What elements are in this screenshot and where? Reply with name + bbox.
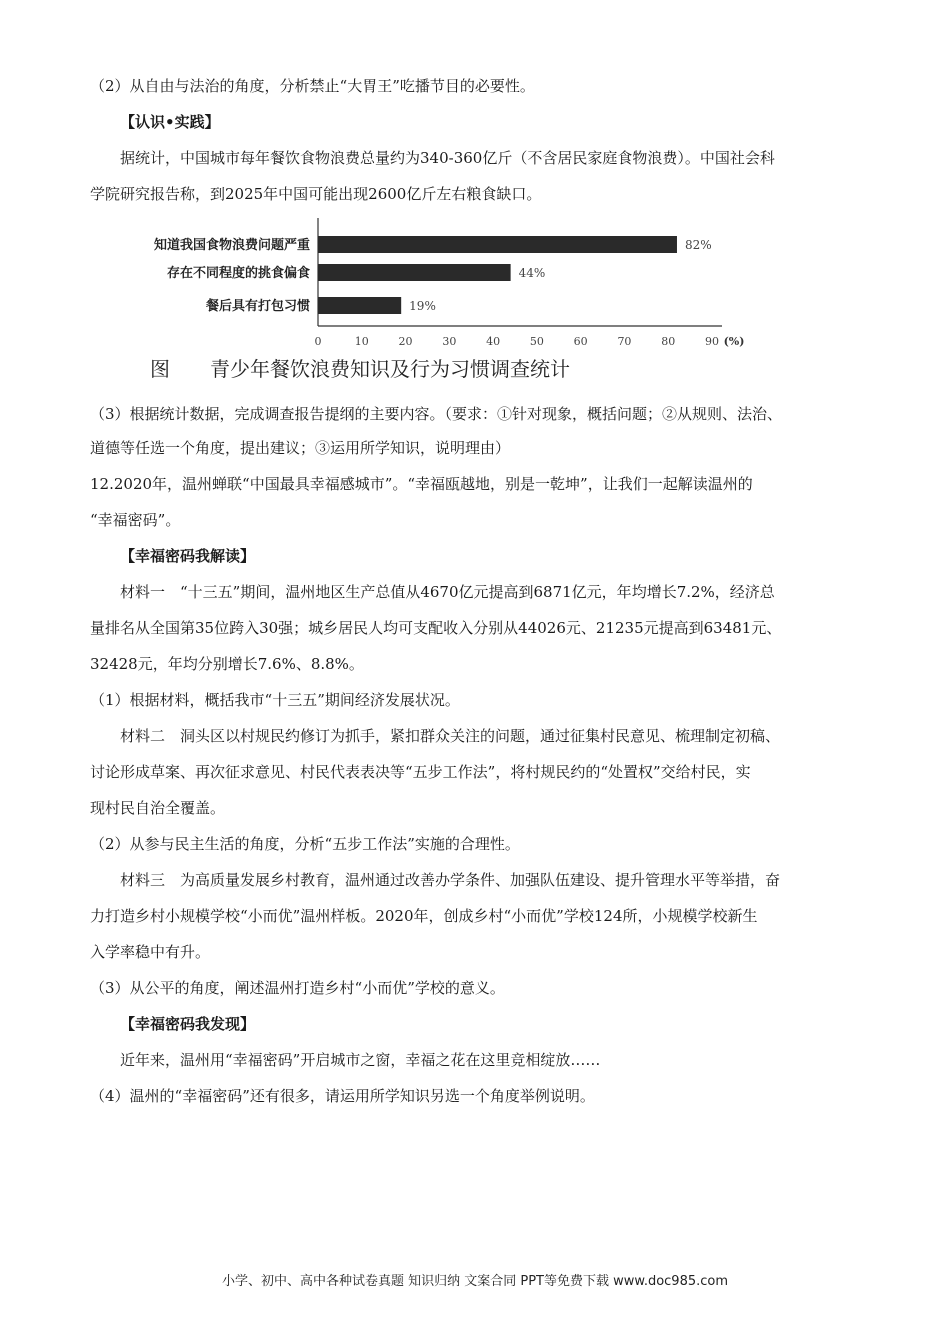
question-3-prompt-line-1: （3）根据统计数据，完成调查报告提纲的主要内容。（要求：①针对现象，概括问题；②从规则、法治、: [90, 405, 783, 423]
statistics-paragraph-line-2: 学院研究报告称，到2025年中国可能出现2600亿斤左右粮食缺口。: [90, 185, 542, 203]
x-axis-unit: (%): [723, 335, 745, 348]
page-footer: 小学、初中、高中各种试卷真题 知识归纳 文案合同 PPT等免费下载 www.doc985.com: [221, 1274, 729, 1289]
question-12-intro-line-2: “幸福密码”。: [90, 511, 181, 529]
material-2-line-2: 讨论形成草案、再次征求意见、村民代表表决等“五步工作法”，将村规民约的“处置权”交给村民，实: [90, 763, 751, 781]
sub-question-1: （1）根据材料，概括我市“十三五”期间经济发展状况。: [90, 691, 460, 709]
x-tick-label-30: 30: [442, 335, 457, 348]
x-tick-label-0: 0: [314, 335, 322, 348]
x-tick-label-10: 10: [354, 335, 369, 348]
material-2-line-3: 现村民自治全覆盖。: [90, 799, 226, 817]
category-label-3: 餐后具有打包习惯: [205, 299, 310, 314]
chart-title: 图 青少年餐饮浪费知识及行为习惯调查统计: [150, 357, 570, 381]
bar-1: [318, 236, 677, 253]
value-label-2: 44%: [518, 266, 546, 280]
discover-paragraph: 近年来，温州用“幸福密码”开启城市之窗，幸福之花在这里竞相绽放……: [120, 1051, 601, 1069]
material-3-line-1: 材料三 为高质量发展乡村教育，温州通过改善办学条件、加强队伍建设、提升管理水平等举措，奋: [120, 871, 781, 889]
section-heading-practice: 【认识•实践】: [120, 113, 220, 131]
bar-2: [318, 264, 511, 281]
section-heading-discover: 【幸福密码我发现】: [120, 1015, 256, 1033]
section-heading-decode: 【幸福密码我解读】: [120, 547, 256, 565]
sub-question-4: （4）温州的“幸福密码”还有很多，请运用所学知识另选一个角度举例说明。: [90, 1087, 595, 1105]
material-2-line-1: 材料二 洞头区以村规民约修订为抓手，紧扣群众关注的问题，通过征集村民意见、梳理制定初稿、: [120, 727, 781, 745]
x-tick-label-70: 70: [617, 335, 632, 348]
value-label-3: 19%: [409, 299, 436, 313]
value-label-1: 82%: [684, 238, 712, 252]
x-tick-label-80: 80: [661, 335, 676, 348]
material-3-line-3: 入学率稳中有升。: [90, 943, 211, 961]
question-3-prompt-line-2: 道德等任选一个角度，提出建议；③运用所学知识，说明理由）: [90, 439, 511, 457]
question-2-prompt: （2）从自由与法治的角度，分析禁止“大胃王”吃播节目的必要性。: [90, 77, 535, 95]
category-label-1: 知道我国食物浪费问题严重: [153, 238, 310, 253]
material-1-line-1: 材料一 “十三五”期间，温州地区生产总值从4670亿元提高到6871亿元，年均增长7.2%，经济总: [120, 583, 775, 601]
x-tick-label-90: 90: [705, 335, 719, 348]
x-tick-label-50: 50: [529, 335, 544, 348]
bar-3: [318, 297, 401, 314]
sub-question-3: （3）从公平的角度，阐述温州打造乡村“小而优”学校的意义。: [90, 979, 505, 997]
material-3-line-2: 力打造乡村小规模学校“小而优”温州样板。2020年，创成乡村“小而优”学校124所，小规模学校新生: [90, 907, 758, 925]
question-12-intro-line-1: 12.2020年，温州蝉联“中国最具幸福感城市”。“幸福瓯越地，别是一乾坤”，让我们一起解读温州的: [90, 475, 753, 493]
material-1-line-3: 32428元，年均分别增长7.6%、8.8%。: [90, 655, 364, 673]
statistics-paragraph-line-1: 据统计，中国城市每年餐饮食物浪费总量约为340-360亿斤（不含居民家庭食物浪费）。中国社会科: [120, 149, 775, 167]
x-tick-label-20: 20: [398, 335, 413, 348]
sub-question-2: （2）从参与民主生活的角度，分析“五步工作法”实施的合理性。: [90, 835, 520, 853]
category-label-2: 存在不同程度的挑食偏食: [166, 266, 310, 281]
x-tick-label-40: 40: [486, 335, 501, 348]
waste-survey-bar-chart: [90, 214, 790, 389]
material-1-line-2: 量排名从全国第35位跨入30强；城乡居民人均可支配收入分别从44026元、21235元提高到63481元、: [90, 619, 782, 637]
x-tick-label-60: 60: [573, 335, 588, 348]
